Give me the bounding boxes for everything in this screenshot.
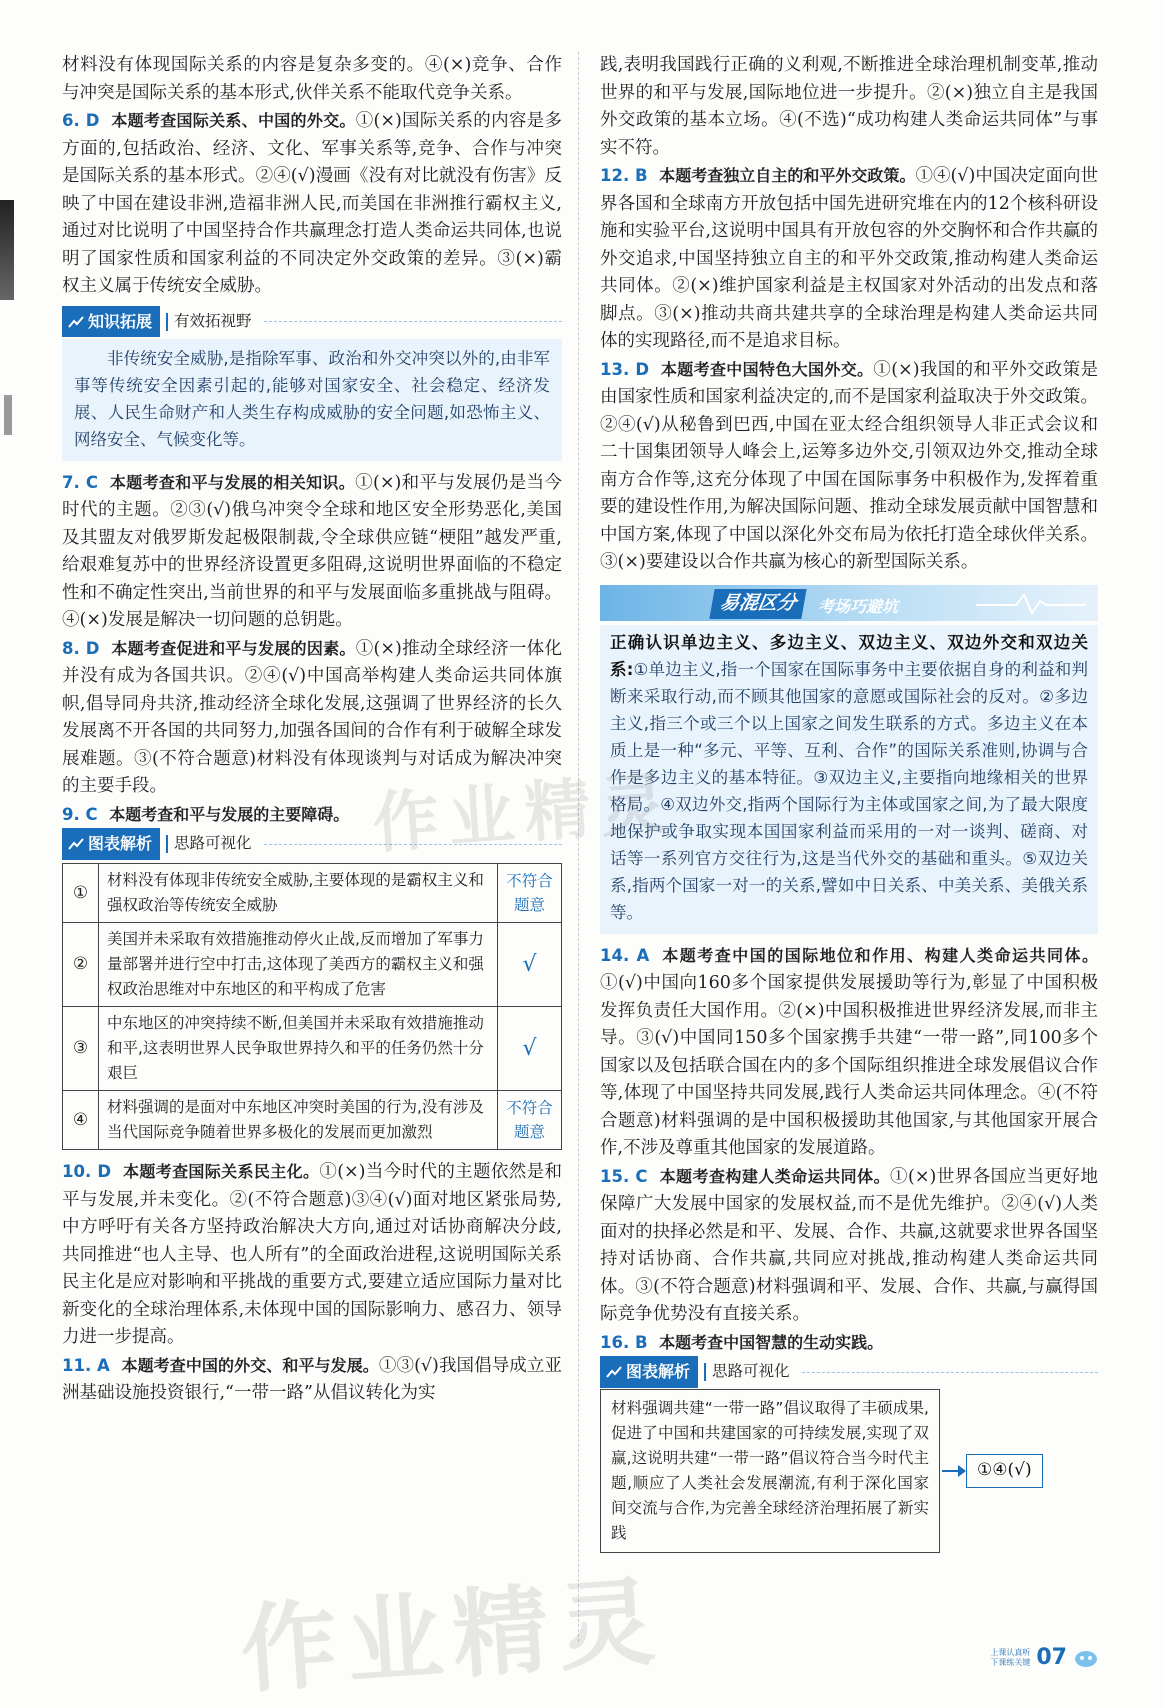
row-index: ②: [63, 923, 99, 1007]
confusion-header: [600, 585, 1098, 621]
answer-number: 6. D: [62, 111, 100, 130]
answer-lead: 本题考查中国的外交、和平与发展。: [121, 1355, 379, 1375]
slogan-line: 上课认真听: [990, 1647, 1031, 1657]
confusion-title: 易混区分: [709, 589, 806, 619]
answer-7: [62, 469, 562, 635]
answer-lead: 本题考查构建人类命运共同体。: [659, 1166, 891, 1186]
answer-11: [62, 1352, 562, 1408]
row-judgement: 不符合题意: [498, 1091, 562, 1150]
chart-analysis-header: [62, 831, 562, 857]
table-row: [63, 864, 562, 923]
page-number: 07: [1036, 1645, 1067, 1670]
footer-slogan: [990, 1648, 1030, 1668]
answer-8: [62, 635, 562, 801]
confusion-text: ①单边主义,指一个国家在国际事务中主要依据自身的利益和判断来采取行动,而不顾其他国家的意愿或国际社会的反对。②多边主义,指三个或三个以上国家之间发生联系的方式。多边主义在本质上是一种“多元、平等、互利、合作”的国际关系准则,协调与合作是多边主义的基本特征。③双边主义,主要指向地缘相关的世界格局。④双边外交,指两个国际行为主体或国家之间,为了最大限度地保护或争取实现本国国家利益而采用的一对一谈判、磋商、对话等一系列官方交往行为,这是当代外交的基础和重头。⑤双边关系,指两个国家一对一的关系,譬如中日关系、中美关系、美俄关系等。: [610, 659, 1088, 922]
answer-6: [62, 107, 562, 301]
knowledge-extension-label: 知识拓展: [88, 311, 153, 331]
divider-bar: [166, 313, 168, 331]
answer-16: [600, 1329, 1098, 1358]
knowledge-extension-text: 非传统安全威胁,是指除军事、政治和外交冲突以外的,由非军事等传统安全因素引起的,能够对国家安全、社会稳定、经济发展、人民生命财产和人类生存构成威胁的安全问题,如恐怖主义、网络安全、气候变化等。: [74, 348, 550, 449]
chart-analysis-header: [600, 1359, 1098, 1385]
answer-text: ①③(√)我国倡导成立亚洲基础设施投资银行,“一带一路”从倡议转化为实: [62, 1355, 562, 1403]
knowledge-extension-box: [62, 339, 562, 461]
answer-lead: 本题考查独立自主的和平外交政策。: [659, 166, 916, 185]
row-text: 材料没有体现非传统安全威胁,主要体现的是霸权主义和强权政治等传统安全威胁: [99, 864, 498, 923]
scan-edge-mark: [0, 200, 14, 300]
page-footer: [990, 1645, 1099, 1670]
row-judgement: √: [498, 923, 562, 1007]
knowledge-extension-header: [62, 309, 562, 335]
answer-lead: 本题考查和平与发展的相关知识。: [109, 472, 356, 492]
knowledge-extension-tag: [62, 306, 160, 338]
answer-text: ①(×)当今时代的主题依然是和平与发展,并未变化。②(不符合题意)③④(√)面对地区紧张局势,中方呼吁有关各方坚持政治解决大方向,通过对话协商解决分歧,共同推进“也人主导、也人所有”的全面政治进程,这说明国际关系民主化是应对影响和平挑战的重要方式,要建立适应国际力量对比新变化的全球治理体系,未体现中国的国际影响力、感召力、领导力进一步提高。: [62, 1162, 562, 1347]
chart-analysis-subtitle: 思路可视化: [174, 834, 252, 853]
answer-number: 16. B: [600, 1332, 648, 1352]
flow-source-box: 材料强调共建“一带一路”倡议取得了丰硕成果,促进了中国和共建国家的可持续发展,实现了双赢,这说明共建“一带一路”倡议符合当今时代主题,顺应了人类社会发展潮流,有利于深化国家间交流与合作,为完善全球经济治理拓展了新实践: [600, 1389, 940, 1553]
answer-number: 7. C: [62, 472, 98, 492]
answer-text: ①(√)中国向160多个国家提供发展援助等行为,彰显了中国积极发挥负责任大国作用。②(×)中国积极推进世界经济发展,而非主导。③(√)中国同150多个国家携手共建“一带一路”,同100多个国家以及包括联合国在内的多个国际组织推进全球发展倡议合作等,体现了中国坚持共同发展,践行人类命运共同体理念。④(不符合题意)材料强调的是中国积极援助其他国家,与其他国家开展合作,不涉及尊重其他国家的发展道路。: [600, 973, 1098, 1158]
table-row: [63, 1091, 562, 1150]
divider-bar: [704, 1363, 706, 1381]
answer-lead: 本题考查促进和平与发展的因素。: [111, 638, 356, 658]
confusion-lead: 正确认识单边主义、多边主义、双边主义、双边外交和双边关系:: [610, 632, 1088, 679]
answer-13: [600, 356, 1098, 577]
answer-9: [62, 801, 562, 830]
answer-text: ①(×)国际关系的内容是多方面的,包括政治、经济、文化、军事关系等,竞争、合作与冲突是国际关系的基本形式。②④(√)漫画《没有对比就没有伤害》反映了中国在建设非洲,造福非洲人民,而美国在非洲推行霸权主义,通过对比说明了中国坚持合作共赢理念打造人类命运共同体,也说明了国家性质和国家利益的不同决定外交政策的差异。③(×)霸权主义属于传统安全威胁。: [62, 111, 562, 296]
right-column: [600, 52, 1098, 1553]
confusion-subtitle: 考场巧避坑: [818, 596, 899, 616]
answer-text: ①(×)推动全球经济一体化并没有成为各国共识。②④(√)中国高举构建人类命运共同体旗帜,倡导同舟共济,推动经济全球化发展,这强调了世界经济的长久发展离不开各国的共同努力,加强各国间的合作有利于破解全球发展难题。③(不符合题意)材料没有体现谈判与对话成为解决冲突的主要手段。: [62, 638, 562, 796]
trend-icon: [68, 315, 84, 329]
confusion-box: [600, 625, 1098, 934]
scan-edge-mark: [4, 395, 12, 435]
answer-lead: 本题考查中国智慧的生动实践。: [659, 1332, 884, 1352]
flow-diagram: [600, 1389, 1098, 1553]
trend-icon: [606, 1365, 622, 1379]
left-column: [62, 52, 562, 1408]
mascot-icon: [1073, 1648, 1099, 1668]
row-index: ①: [63, 864, 99, 923]
answer-text: ①(×)世界各国应当更好地保障广大发展中国家的发展权益,而不是优先维护。②④(√)人类面对的抉择必然是和平、发展、合作、共赢,这就要求世界各国坚持对话协商、合作共赢,共同应对挑战,推动构建人类命运共同体。③(不符合题意)材料强调和平、发展、合作、共赢,与赢得国际竞争优势没有直接关系。: [600, 1166, 1098, 1324]
column-divider: [578, 52, 579, 1642]
answer-number: 11. A: [62, 1355, 110, 1375]
table-row: [63, 1007, 562, 1091]
answer-lead: 本题考查中国的国际地位和作用、构建人类命运共同体。: [662, 945, 1098, 965]
row-index: ④: [63, 1091, 99, 1150]
answer-lead: 本题考查和平与发展的主要障碍。: [109, 804, 350, 824]
flow-result-box: ①④(√): [966, 1454, 1043, 1488]
watermark: 作业精灵: [237, 1565, 668, 1707]
dashed-line: [802, 1372, 1098, 1373]
pulse-wave-icon: [976, 591, 1086, 615]
answer-number: 12. B: [600, 166, 648, 185]
paragraph: 材料没有体现国际关系的内容是复杂多变的。④(×)竞争、合作与冲突是国际关系的基本形式,伙伴关系不能取代竞争关系。: [62, 55, 562, 103]
answer-text: ①(×)和平与发展仍是当今时代的主题。②③(√)俄乌冲突令全球和地区安全形势恶化,美国及其盟友对俄罗斯发起极限制裁,令全球供应链“梗阻”越发严重,给艰难复苏中的世界经济设置更多阻碍,这说明世界面临的不稳定性和不确定性突出,当前世界的和平与发展面临多重挑战与阻碍。④(×)发展是解决一切问题的总钥匙。: [62, 472, 562, 630]
answer-12: [600, 162, 1098, 356]
row-text: 美国并未采取有效措施推动停火止战,反而增加了军事力量部署并进行空中打击,这体现了美西方的霸权主义和强权政治思维对中东地区的和平构成了危害: [99, 923, 498, 1007]
chart-analysis-subtitle: 思路可视化: [712, 1362, 790, 1381]
row-judgement: √: [498, 1007, 562, 1091]
table-row: [63, 923, 562, 1007]
answer-text: ①(×)我国的和平外交政策是由国家性质和国家利益决定的,而不是国家利益取决于外交政策。②④(√)从秘鲁到巴西,中国在亚太经合组织领导人非正式会议和二十国集团领导人峰会上,运筹多边外交,引领双边外交,推动全球南方合作等,这充分体现了中国在国际事务中积极作为,发挥着重要的建设性作用,为解决国际问题、推动全球发展贡献中国智慧和中国方案,体现了中国以深化外交布局为依托打造全球伙伴关系。③(×)要建设以合作共赢为核心的新型国际关系。: [600, 359, 1098, 572]
watermark: 作业精灵: [370, 764, 679, 863]
answer-14: [600, 942, 1098, 1163]
answer-lead: 本题考查国际关系、中国的外交。: [111, 111, 356, 130]
answer-10: [62, 1158, 562, 1352]
answer-number: 15. C: [600, 1166, 648, 1186]
row-judgement: 不符合题意: [498, 864, 562, 923]
answer-lead: 本题考查中国特色大国外交。: [660, 359, 874, 379]
chart-analysis-tag: [600, 1356, 698, 1388]
answer-number: 14. A: [600, 945, 650, 965]
chart-analysis-label: 图表解析: [626, 1362, 691, 1382]
chart-analysis-label: 图表解析: [88, 834, 153, 854]
trend-icon: [68, 837, 84, 851]
chart-analysis-tag: [62, 828, 160, 860]
slogan-line: 下课练关键: [990, 1657, 1031, 1667]
paragraph: 践,表明我国践行正确的义利观,不断推进全球治理机制变革,推动世界的和平与发展,国际地位进一步提升。②(×)独立自主是我国外交政策的基本立场。④(不选)“成功构建人类命运共同体”与事实不符。: [600, 55, 1098, 158]
answer-lead: 本题考查国际关系民主化。: [122, 1162, 320, 1181]
answer-15: [600, 1163, 1098, 1329]
dashed-line: [264, 844, 562, 845]
answer-number: 10. D: [62, 1162, 112, 1181]
divider-bar: [166, 835, 168, 853]
dashed-line: [264, 321, 562, 322]
answer-text: ①④(√)中国决定面向世界各国和全球南方开放包括中国先进研究堆在内的12个核科研设施和实验平台,这说明中国具有开放包容的外交胸怀和合作共赢的外交追求,中国坚持独立自主的和平外交政策,推动构建人类命运共同体。②(×)维护国家利益是主权国家对外活动的出发点和落脚点。③(×)推动共商共建共享的全球治理是构建人类命运共同体的实现路径,而不是追求目标。: [600, 166, 1098, 351]
analysis-table: [62, 863, 562, 1150]
answer-number: 13. D: [600, 359, 650, 379]
knowledge-extension-subtitle: 有效拓视野: [174, 311, 252, 330]
answer-number: 9. C: [62, 804, 98, 824]
row-text: 中东地区的冲突持续不断,但美国并未采取有效措施推动和平,这表明世界人民争取世界持久和平的任务仍然十分艰巨: [99, 1007, 498, 1091]
arrow-right-icon: [942, 1470, 964, 1472]
row-index: ③: [63, 1007, 99, 1091]
answer-number: 8. D: [62, 638, 100, 658]
row-text: 材料强调的是面对中东地区冲突时美国的行为,没有涉及当代国际竞争随着世界多极化的发展而更加激烈: [99, 1091, 498, 1150]
